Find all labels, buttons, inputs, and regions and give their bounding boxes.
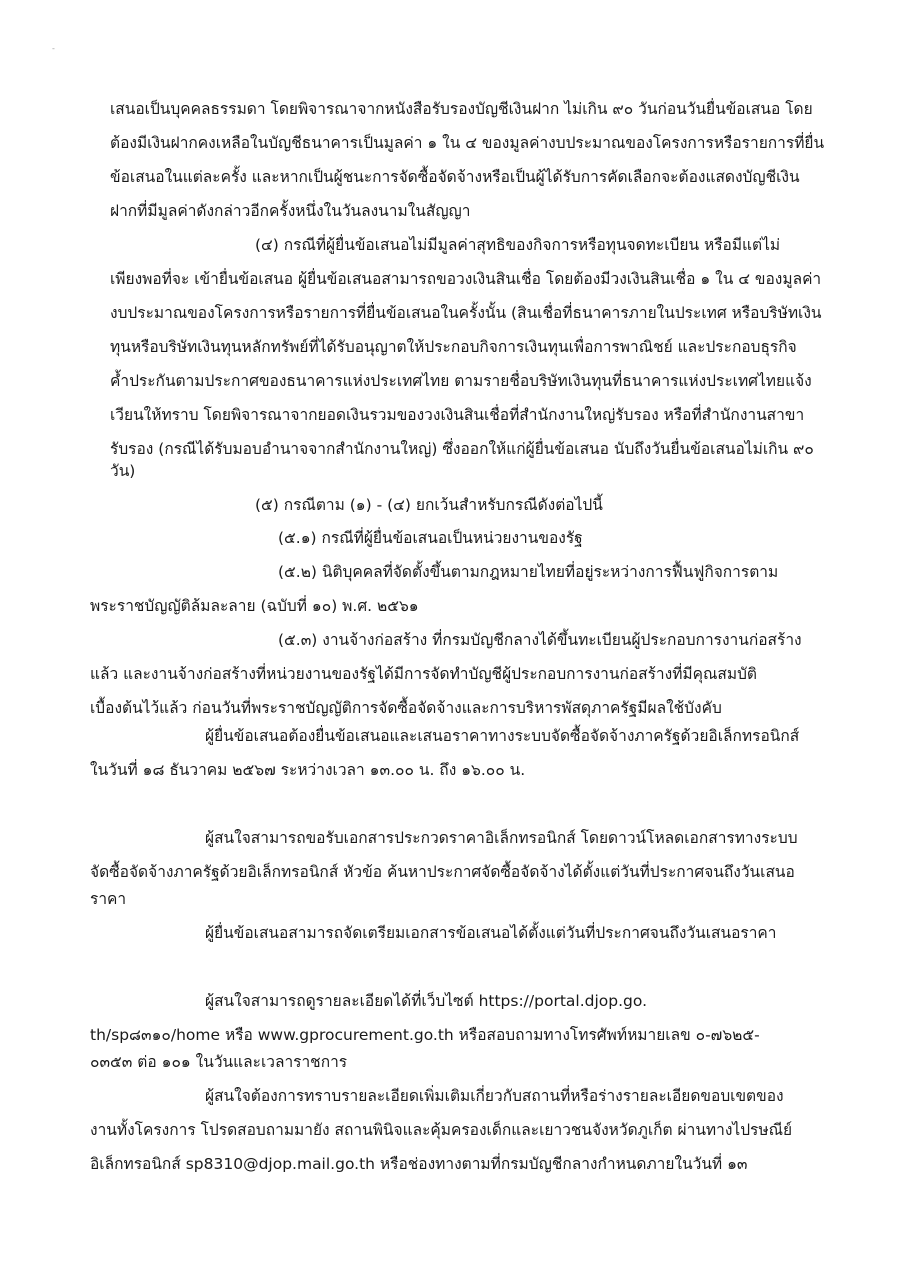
text-line: ค้ำประกันตามประกาศของธนาคารแห่งประเทศไทย ตามรายชื่อบริษัทเงินทุนที่ธนาคารแห่งประเทศไทยแจ้ง: [110, 372, 812, 390]
text-line: ผู้สนใจสามารถขอรับเอกสารประกวดราคาอิเล็กทรอนิกส์ โดยดาวน์โหลดเอกสารทางระบบ: [205, 829, 798, 847]
text-line: เบื้องต้นไว้แล้ว ก่อนวันที่พระราชบัญญัติการจัดซื้อจัดจ้างและการบริหารพัสดุภาครัฐมีผลใช้บังคับ: [90, 699, 722, 717]
text-line: ผู้ยื่นข้อเสนอต้องยื่นข้อเสนอและเสนอราคาทางระบบจัดซื้อจัดจ้างภาครัฐด้วยอิเล็กทรอนิกส์: [205, 727, 800, 745]
margin-mark: -: [52, 44, 55, 53]
text-line: ราคา: [90, 890, 127, 908]
text-line: พระราชบัญญัติล้มละลาย (ฉบับที่ ๑๐) พ.ศ. ๒๕๖๑: [90, 597, 419, 615]
text-line: (๔) กรณีที่ผู้ยื่นข้อเสนอไม่มีมูลค่าสุทธิของกิจการหรือทุนจดทะเบียน หรือมีแต่ไม่: [255, 236, 781, 254]
text-line: ผู้ยื่นข้อเสนอสามารถจัดเตรียมเอกสารข้อเสนอได้ตั้งแต่วันที่ประกาศจนถึงวันเสนอราคา: [205, 924, 777, 942]
text-line: ฝากที่มีมูลค่าดังกล่าวอีกครั้งหนึ่งในวันลงนามในสัญญา: [110, 202, 471, 220]
text-line: อิเล็กทรอนิกส์ sp8310@djop.mail.go.th หรือช่องทางตามที่กรมบัญชีกลางกำหนดภายในวันที่ ๑๓: [90, 1155, 748, 1173]
text-line: ผู้สนใจต้องการทราบรายละเอียดเพิ่มเติมเกี่ยวกับสถานที่หรือร่างรายละเอียดขอบเขตของ: [205, 1087, 784, 1105]
text-line: ทุนหรือบริษัทเงินทุนหลักทรัพย์ที่ได้รับอนุญาตให้ประกอบกิจการเงินทุนเพื่อการพาณิชย์ และประกอบธุรกิจ: [110, 338, 797, 356]
text-line: ๐๓๕๓ ต่อ ๑๐๑ ในวันและเวลาราชการ: [90, 1053, 348, 1071]
text-line: (๕.๓) งานจ้างก่อสร้าง ที่กรมบัญชีกลางได้ขึ้นทะเบียนผู้ประกอบการงานก่อสร้าง: [278, 631, 802, 649]
text-line: (๕) กรณีตาม (๑) - (๔) ยกเว้นสำหรับกรณีดังต่อไปนี้: [255, 496, 603, 514]
text-line: th/sp๘๓๑๐/home หรือ www.gprocurement.go.th หรือสอบถามทางโทรศัพท์หมายเลข ๐-๗๖๒๕-: [90, 1026, 760, 1044]
text-line: เวียนให้ทราบ โดยพิจารณาจากยอดเงินรวมของวงเงินสินเชื่อที่สำนักงานใหญ่รับรอง หรือที่สำนักงานสาขา: [110, 406, 805, 424]
text-line: รับรอง (กรณีได้รับมอบอำนาจจากสำนักงานใหญ่) ซึ่งออกให้แก่ผู้ยื่นข้อเสนอ นับถึงวันยื่นข้อเสนอไม่เกิน ๙๐: [110, 440, 814, 458]
text-line: วัน): [110, 462, 136, 480]
text-line: ข้อเสนอในแต่ละครั้ง และหากเป็นผู้ชนะการจัดซื้อจัดจ้างหรือเป็นผู้ได้รับการคัดเลือกจะต้องแสดงบัญชีเงิน: [110, 168, 800, 186]
text-line: เสนอเป็นบุคคลธรรมดา โดยพิจารณาจากหนังสือรับรองบัญชีเงินฝาก ไม่เกิน ๙๐ วันก่อนวันยื่นข้อเสนอ โดย: [110, 100, 813, 118]
text-line: ต้องมีเงินฝากคงเหลือในบัญชีธนาคารเป็นมูลค่า ๑ ใน ๔ ของมูลค่างบประมาณของโครงการหรือรายการที่ยื่น: [110, 134, 825, 152]
text-line: แล้ว และงานจ้างก่อสร้างที่หน่วยงานของรัฐได้มีการจัดทำบัญชีผู้ประกอบการงานก่อสร้างที่มีคุณสมบัติ: [90, 665, 757, 683]
text-line: (๕.๑) กรณีที่ผู้ยื่นข้อเสนอเป็นหน่วยงานของรัฐ: [278, 529, 583, 547]
text-line: เพียงพอที่จะ เข้ายื่นข้อเสนอ ผู้ยื่นข้อเสนอสามารถขอวงเงินสินเชื่อ โดยต้องมีวงเงินสินเชื่อ ๑ ใน ๔ ของมูลค่า: [110, 270, 822, 288]
text-line: ผู้สนใจสามารถดูรายละเอียดได้ที่เว็บไซต์ https://portal.djop.go.: [205, 992, 647, 1010]
text-line: จัดซื้อจัดจ้างภาครัฐด้วยอิเล็กทรอนิกส์ หัวข้อ ค้นหาประกาศจัดซื้อจัดจ้างได้ตั้งแต่วันที่ประกาศจนถึงวันเสนอ: [90, 863, 795, 881]
text-line: งบประมาณของโครงการหรือรายการที่ยื่นข้อเสนอในครั้งนั้น (สินเชื่อที่ธนาคารภายในประเทศ หรือบริษัทเงิน: [110, 304, 822, 322]
text-line: ในวันที่ ๑๘ ธันวาคม ๒๕๖๗ ระหว่างเวลา ๑๓.๐๐ น. ถึง ๑๖.๐๐ น.: [90, 761, 526, 779]
text-line: งานทั้งโครงการ โปรดสอบถามมายัง สถานพินิจและคุ้มครองเด็กและเยาวชนจังหวัดภูเก็ต ผ่านทางไปรษณีย์: [90, 1121, 793, 1139]
text-line: (๕.๒) นิติบุคคลที่จัดตั้งขึ้นตามกฎหมายไทยที่อยู่ระหว่างการฟื้นฟูกิจการตาม: [278, 563, 779, 581]
